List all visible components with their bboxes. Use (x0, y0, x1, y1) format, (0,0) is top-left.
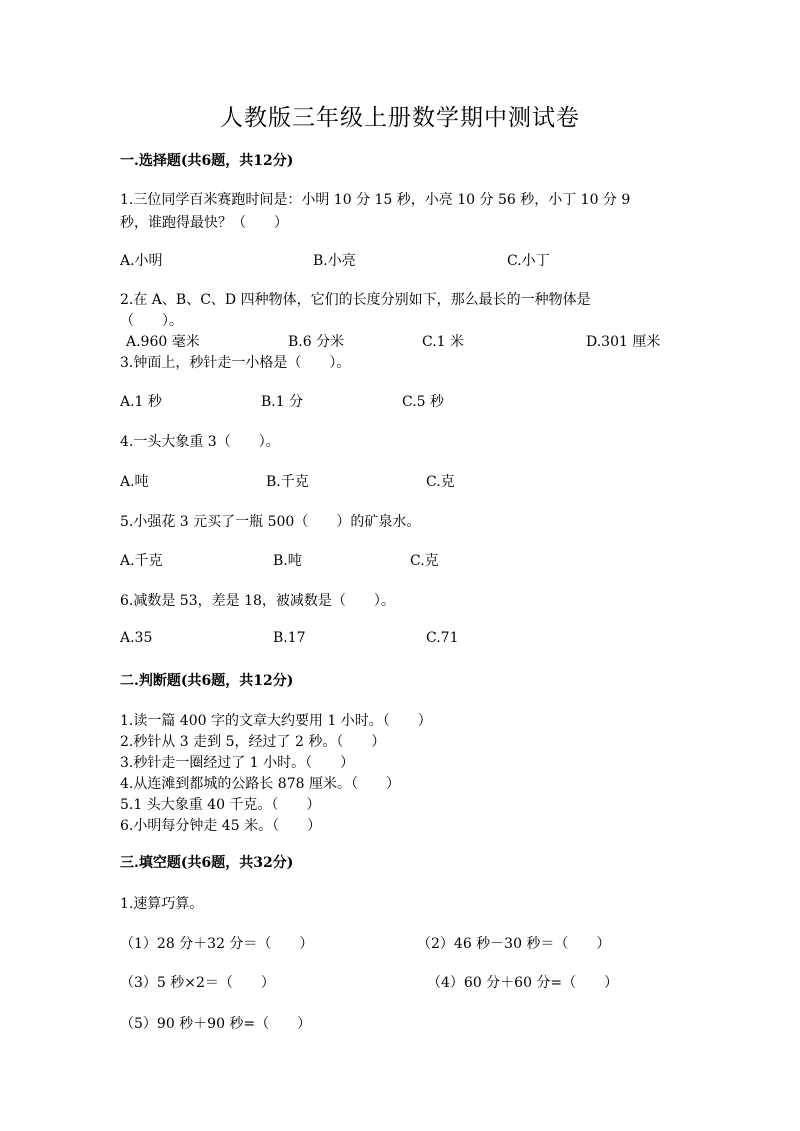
judgment-item-6: 6.小明每分钟走 45 米。（ ） (120, 818, 322, 834)
question-4-option-a: A.吨 (120, 474, 149, 490)
question-3-option-a: A.1 秒 (120, 394, 162, 410)
question-4-option-b: B.千克 (266, 474, 309, 490)
question-5-option-b: B.吨 (273, 553, 302, 569)
question-1-line-2: 秒，谁跑得最快？（ ） (120, 215, 288, 231)
question-5-option-a: A.千克 (120, 553, 163, 569)
fill-in-question-1: 1.速算巧算。 (120, 896, 204, 912)
question-2-line-1: 2.在 A、B、C、D 四种物体，它们的长度分别如下，那么最长的一种物体是 (120, 292, 591, 308)
question-1-line-1: 1.三位同学百米赛跑时间是：小明 10 分 15 秒，小亮 10 分 56 秒，小丁 10 分 9 (120, 192, 631, 208)
question-5-line-1: 5.小强花 3 元买了一瓶 500（ ）的矿泉水。 (120, 514, 421, 530)
question-4-line-1: 4.一头大象重 3（ ）。 (120, 434, 280, 450)
question-2-option-d: D.301 厘米 (586, 334, 661, 350)
question-6-option-a: A.35 (120, 630, 153, 646)
question-6-line-1: 6.减数是 53，差是 18，被减数是（ ）。 (120, 593, 395, 609)
question-4-option-c: C.克 (426, 474, 455, 490)
question-6-option-c: C.71 (426, 630, 459, 646)
question-1-option-b: B.小亮 (313, 253, 356, 269)
question-6-option-b: B.17 (273, 630, 306, 646)
fill-in-item-5: （5）90 秒＋90 秒=（ ） (120, 1016, 312, 1032)
question-3-option-c: C.5 秒 (402, 394, 445, 410)
question-1-option-a: A.小明 (120, 253, 163, 269)
fill-in-item-2: （2）46 秒－30 秒＝（ ） (417, 936, 611, 952)
question-2-option-b: B.6 分米 (288, 334, 345, 350)
section-heading-choice: 一.选择题(共6题，共12分) (120, 153, 294, 169)
judgment-item-2: 2.秒针从 3 走到 5，经过了 2 秒。（ ） (120, 734, 386, 750)
section-heading-judgment: 二.判断题(共6题，共12分) (120, 673, 294, 689)
judgment-item-5: 5.1 头大象重 40 千克。（ ） (120, 797, 321, 813)
question-5-option-c: C.克 (410, 553, 439, 569)
page-title: 人教版三年级上册数学期中测试卷 (220, 105, 580, 131)
fill-in-item-3: （3）5 秒×2＝（ ） (120, 975, 275, 991)
question-2-option-c: C.1 米 (422, 334, 465, 350)
fill-in-item-4: （4）60 分＋60 分=（ ） (427, 975, 619, 991)
question-2-line-2: （ ）。 (120, 313, 183, 329)
judgment-item-1: 1.读一篇 400 字的文章大约要用 1 小时。（ ） (120, 713, 432, 729)
judgment-item-3: 3.秒针走一圈经过了 1 小时。（ ） (120, 755, 355, 771)
question-3-line-1: 3.钟面上，秒针走一小格是（ ）。 (120, 355, 351, 371)
question-1-option-c: C.小丁 (507, 253, 550, 269)
question-3-option-b: B.1 分 (261, 394, 304, 410)
section-heading-fill-in: 三.填空题(共6题，共32分) (120, 855, 294, 871)
fill-in-item-1: （1）28 分＋32 分＝（ ） (120, 936, 314, 952)
judgment-item-4: 4.从连滩到都城的公路长 878 厘米。（ ） (120, 776, 400, 792)
question-2-option-a: A.960 毫米 (126, 334, 200, 350)
